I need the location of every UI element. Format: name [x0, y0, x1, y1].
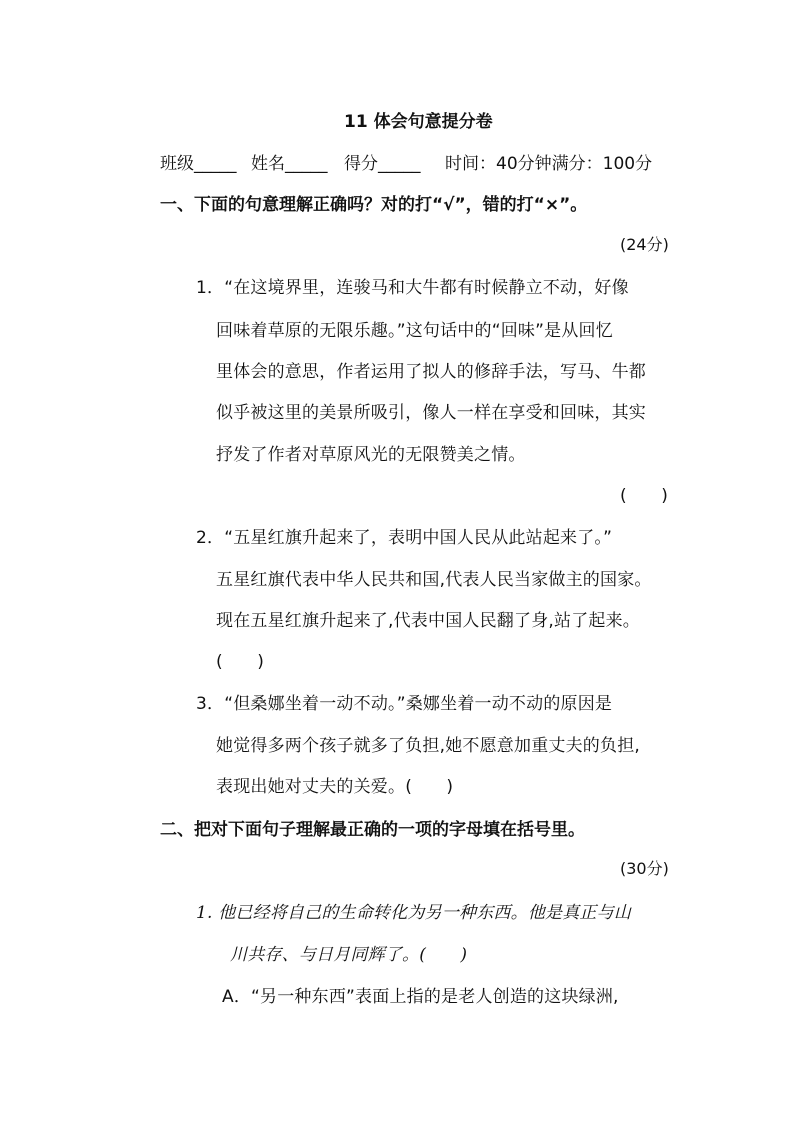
s1-q3-line-1: 3．“但桑娜坐着一动不动。”桑娜坐着一动不动的原因是 — [196, 694, 613, 714]
s1-q2-answer-paren: ( ) — [216, 652, 265, 672]
s1-q1-answer-paren: ( ) — [620, 486, 669, 506]
s1-q2-line-1: 2．“五星红旗升起来了，表明中国人民从此站起来了。” — [196, 528, 613, 548]
s1-q3-line-3: 表现出她对丈夫的关爱。( ) — [216, 777, 454, 797]
class-field: 班级_____ — [160, 154, 237, 174]
section2-score: (30分) — [620, 859, 669, 878]
s1-q2-line-3: 现在五星红旗升起来了,代表中国人民翻了身,站了起来。 — [216, 611, 641, 631]
s1-q1-line-4: 似乎被这里的美景所吸引，像人一样在享受和回味，其实 — [216, 403, 646, 423]
s1-q3-line-2: 她觉得多两个孩子就多了负担,她不愿意加重丈夫的负担, — [216, 736, 641, 756]
s1-q1-line-3: 里体会的意思，作者运用了拟人的修辞手法，写马、牛都 — [216, 362, 646, 382]
s2-q1-option-a: A．“另一种东西”表面上指的是老人创造的这块绿洲, — [222, 987, 619, 1007]
name-field: 姓名_____ — [251, 154, 328, 174]
s2-q1-line-1: 1. 他已经将自己的生命转化为另一种东西。他是真正与山 — [196, 903, 632, 923]
time-info: 时间：40分钟满分：100分 — [445, 154, 653, 174]
section1-heading: 一、下面的句意理解正确吗？对的打“√”，错的打“×”。 — [160, 195, 588, 215]
s2-q1-line-2: 川共存、与日月同辉了。( ) — [230, 945, 468, 965]
section1-score: (24分) — [620, 235, 669, 254]
page-title: 11 体会句意提分卷 — [344, 112, 493, 132]
s1-q1-line-5: 抒发了作者对草原风光的无限赞美之情。 — [216, 445, 526, 465]
s1-q1-line-1: 1．“在这境界里，连骏马和大牛都有时候静立不动，好像 — [196, 278, 629, 298]
s1-q2-line-2: 五星红旗代表中华人民共和国,代表人民当家做主的国家。 — [216, 570, 652, 590]
score-field: 得分_____ — [344, 154, 421, 174]
s1-q1-line-2: 回味着草原的无限乐趣。”这句话中的“回味”是从回忆 — [216, 321, 613, 341]
section2-heading: 二、把对下面句子理解最正确的一项的字母填在括号里。 — [160, 820, 585, 840]
